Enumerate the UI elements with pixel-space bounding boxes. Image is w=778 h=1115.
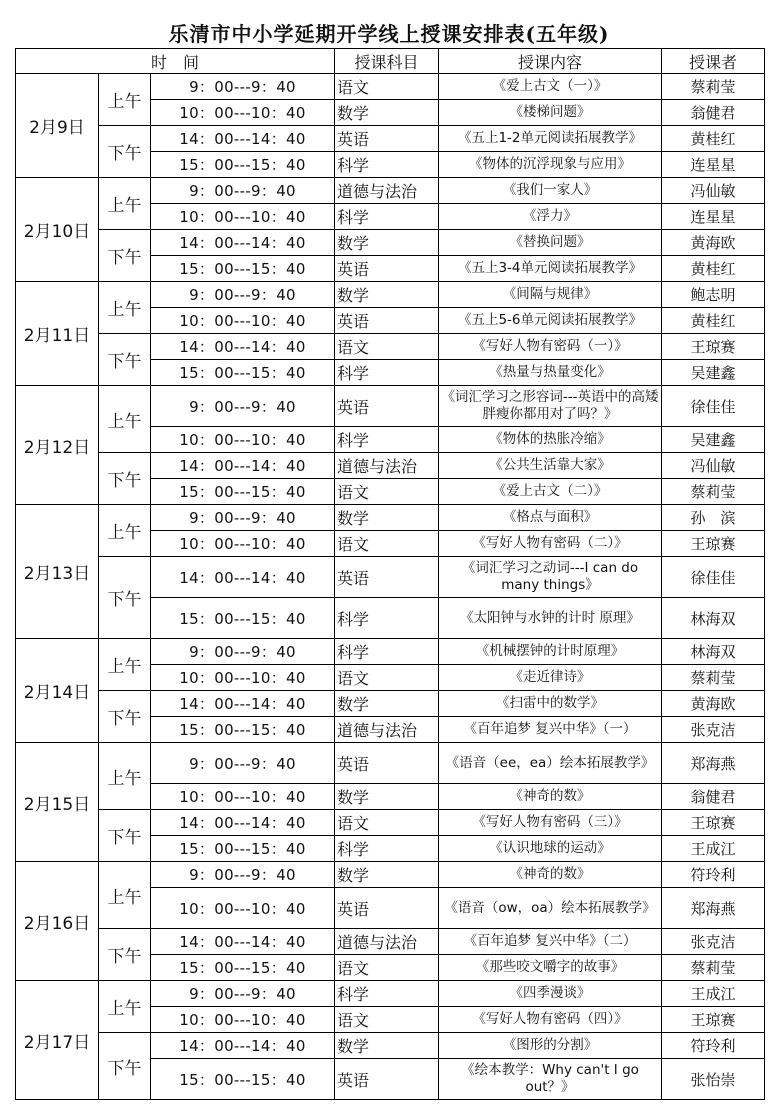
- time-cell: 15：00---15：40: [151, 717, 335, 743]
- table-row: [16, 334, 765, 360]
- table-row: [16, 639, 765, 665]
- content-cell: 《绘本教学：Why can't I go out？》: [439, 1059, 662, 1100]
- schedule-body: [16, 74, 765, 1100]
- time-cell: 15：00---15：40: [151, 360, 335, 386]
- subject-cell: 科学: [335, 360, 439, 386]
- period-cell: 下午: [99, 557, 151, 639]
- subject-cell: 语文: [335, 479, 439, 505]
- teacher-cell: 郑海燕: [662, 888, 765, 929]
- content-cell: 《图形的分割》: [439, 1033, 662, 1059]
- content-cell: 《五上3-4单元阅读拓展教学》: [439, 256, 662, 282]
- content-cell: 《楼梯问题》: [439, 100, 662, 126]
- content-cell: 《扫雷中的数学》: [439, 691, 662, 717]
- content-cell: 《百年追梦 复兴中华》（二）: [439, 929, 662, 955]
- subject-cell: 科学: [335, 639, 439, 665]
- time-cell: 10：00---10：40: [151, 784, 335, 810]
- time-cell: 10：00---10：40: [151, 427, 335, 453]
- teacher-cell: 冯仙敏: [662, 453, 765, 479]
- teacher-cell: 王成江: [662, 836, 765, 862]
- time-cell: 10：00---10：40: [151, 531, 335, 557]
- time-cell: 14：00---14：40: [151, 126, 335, 152]
- content-cell: 《写好人物有密码（二）》: [439, 531, 662, 557]
- teacher-cell: 符玲利: [662, 1033, 765, 1059]
- subject-cell: 英语: [335, 386, 439, 427]
- subject-cell: 语文: [335, 1007, 439, 1033]
- header-time: 时 间: [16, 49, 335, 74]
- period-cell: 下午: [99, 453, 151, 505]
- teacher-cell: 林海双: [662, 639, 765, 665]
- subject-cell: 科学: [335, 204, 439, 230]
- date-cell: 2月16日: [16, 862, 99, 981]
- teacher-cell: 张克洁: [662, 929, 765, 955]
- teacher-cell: 吴建鑫: [662, 360, 765, 386]
- subject-cell: 道德与法治: [335, 178, 439, 204]
- content-cell: 《认识地球的运动》: [439, 836, 662, 862]
- content-cell: 《写好人物有密码（四）》: [439, 1007, 662, 1033]
- time-cell: 15：00---15：40: [151, 598, 335, 639]
- subject-cell: 语文: [335, 334, 439, 360]
- content-cell: 《那些咬文嚼字的故事》: [439, 955, 662, 981]
- content-cell: 《物体的热胀冷缩》: [439, 427, 662, 453]
- content-cell: 《格点与面积》: [439, 505, 662, 531]
- teacher-cell: 林海双: [662, 598, 765, 639]
- time-cell: 9：00---9：40: [151, 178, 335, 204]
- subject-cell: 道德与法治: [335, 717, 439, 743]
- teacher-cell: 王琼赛: [662, 810, 765, 836]
- teacher-cell: 连星星: [662, 152, 765, 178]
- content-cell: 《语音（ow，oa）绘本拓展教学》: [439, 888, 662, 929]
- time-cell: 9：00---9：40: [151, 386, 335, 427]
- teacher-cell: 郑海燕: [662, 743, 765, 784]
- time-cell: 15：00---15：40: [151, 955, 335, 981]
- teacher-cell: 蔡莉莹: [662, 665, 765, 691]
- content-cell: 《热量与热量变化》: [439, 360, 662, 386]
- period-cell: 下午: [99, 810, 151, 862]
- time-cell: 14：00---14：40: [151, 334, 335, 360]
- period-cell: 下午: [99, 334, 151, 386]
- date-cell: 2月15日: [16, 743, 99, 862]
- teacher-cell: 冯仙敏: [662, 178, 765, 204]
- time-cell: 9：00---9：40: [151, 282, 335, 308]
- period-cell: 上午: [99, 862, 151, 929]
- table-row: [16, 178, 765, 204]
- time-cell: 10：00---10：40: [151, 100, 335, 126]
- period-cell: 上午: [99, 282, 151, 334]
- teacher-cell: 蔡莉莹: [662, 955, 765, 981]
- subject-cell: 科学: [335, 836, 439, 862]
- time-cell: 10：00---10：40: [151, 308, 335, 334]
- subject-cell: 科学: [335, 981, 439, 1007]
- content-cell: 《词汇学习之动词---I can do many things》: [439, 557, 662, 598]
- subject-cell: 数学: [335, 100, 439, 126]
- period-cell: 上午: [99, 74, 151, 126]
- subject-cell: 数学: [335, 691, 439, 717]
- time-cell: 10：00---10：40: [151, 665, 335, 691]
- time-cell: 14：00---14：40: [151, 1033, 335, 1059]
- table-row: [16, 386, 765, 427]
- table-row: [16, 557, 765, 598]
- content-cell: 《神奇的数》: [439, 784, 662, 810]
- date-cell: 2月17日: [16, 981, 99, 1100]
- header-subject: 授课科目: [335, 49, 439, 74]
- teacher-cell: 鲍志明: [662, 282, 765, 308]
- period-cell: 上午: [99, 981, 151, 1033]
- subject-cell: 数学: [335, 862, 439, 888]
- subject-cell: 数学: [335, 230, 439, 256]
- time-cell: 15：00---15：40: [151, 256, 335, 282]
- table-row: [16, 126, 765, 152]
- time-cell: 9：00---9：40: [151, 639, 335, 665]
- subject-cell: 科学: [335, 427, 439, 453]
- content-cell: 《太阳钟与水钟的计时 原理》: [439, 598, 662, 639]
- header-content: 授课内容: [439, 49, 662, 74]
- subject-cell: 语文: [335, 955, 439, 981]
- date-cell: 2月9日: [16, 74, 99, 178]
- teacher-cell: 张怡崇: [662, 1059, 765, 1100]
- subject-cell: 英语: [335, 126, 439, 152]
- teacher-cell: 黄桂红: [662, 126, 765, 152]
- subject-cell: 语文: [335, 810, 439, 836]
- teacher-cell: 黄桂红: [662, 308, 765, 334]
- subject-cell: 科学: [335, 598, 439, 639]
- teacher-cell: 蔡莉莹: [662, 479, 765, 505]
- period-cell: 上午: [99, 743, 151, 810]
- time-cell: 15：00---15：40: [151, 479, 335, 505]
- content-cell: 《神奇的数》: [439, 862, 662, 888]
- teacher-cell: 翁健君: [662, 100, 765, 126]
- time-cell: 10：00---10：40: [151, 204, 335, 230]
- subject-cell: 数学: [335, 505, 439, 531]
- time-cell: 14：00---14：40: [151, 230, 335, 256]
- subject-cell: 英语: [335, 743, 439, 784]
- date-cell: 2月12日: [16, 386, 99, 505]
- table-row: [16, 691, 765, 717]
- table-row: [16, 74, 765, 100]
- table-row: [16, 743, 765, 784]
- teacher-cell: 吴建鑫: [662, 427, 765, 453]
- time-cell: 10：00---10：40: [151, 888, 335, 929]
- content-cell: 《写好人物有密码（三）》: [439, 810, 662, 836]
- teacher-cell: 蔡莉莹: [662, 74, 765, 100]
- content-cell: 《爱上古文（一）》: [439, 74, 662, 100]
- content-cell: 《五上5-6单元阅读拓展教学》: [439, 308, 662, 334]
- subject-cell: 英语: [335, 256, 439, 282]
- subject-cell: 数学: [335, 282, 439, 308]
- time-cell: 14：00---14：40: [151, 557, 335, 598]
- subject-cell: 英语: [335, 1059, 439, 1100]
- header-row: [16, 49, 765, 74]
- subject-cell: 英语: [335, 888, 439, 929]
- subject-cell: 语文: [335, 74, 439, 100]
- content-cell: 《替换问题》: [439, 230, 662, 256]
- content-cell: 《间隔与规律》: [439, 282, 662, 308]
- content-cell: 《百年追梦 复兴中华》（一）: [439, 717, 662, 743]
- subject-cell: 数学: [335, 784, 439, 810]
- time-cell: 9：00---9：40: [151, 505, 335, 531]
- table-row: [16, 282, 765, 308]
- content-cell: 《五上1-2单元阅读拓展教学》: [439, 126, 662, 152]
- subject-cell: 道德与法治: [335, 453, 439, 479]
- table-row: [16, 981, 765, 1007]
- content-cell: 《爱上古文（二）》: [439, 479, 662, 505]
- teacher-cell: 孙 滨: [662, 505, 765, 531]
- subject-cell: 语文: [335, 531, 439, 557]
- time-cell: 15：00---15：40: [151, 836, 335, 862]
- date-cell: 2月13日: [16, 505, 99, 639]
- teacher-cell: 符玲利: [662, 862, 765, 888]
- subject-cell: 英语: [335, 557, 439, 598]
- subject-cell: 英语: [335, 308, 439, 334]
- content-cell: 《走近律诗》: [439, 665, 662, 691]
- schedule-table: [15, 48, 765, 1100]
- table-row: [16, 230, 765, 256]
- teacher-cell: 徐佳佳: [662, 386, 765, 427]
- date-cell: 2月14日: [16, 639, 99, 743]
- content-cell: 《词汇学习之形容词---英语中的高矮胖瘦你都用对了吗？》: [439, 386, 662, 427]
- period-cell: 上午: [99, 505, 151, 557]
- period-cell: 下午: [99, 126, 151, 178]
- page-title: 乐清市中小学延期开学线上授课安排表(五年级): [168, 22, 610, 46]
- teacher-cell: 连星星: [662, 204, 765, 230]
- table-row: [16, 862, 765, 888]
- teacher-cell: 徐佳佳: [662, 557, 765, 598]
- time-cell: 14：00---14：40: [151, 691, 335, 717]
- period-cell: 上午: [99, 178, 151, 230]
- date-cell: 2月11日: [16, 282, 99, 386]
- teacher-cell: 张克洁: [662, 717, 765, 743]
- subject-cell: 语文: [335, 665, 439, 691]
- period-cell: 下午: [99, 691, 151, 743]
- period-cell: 下午: [99, 230, 151, 282]
- content-cell: 《物体的沉浮现象与应用》: [439, 152, 662, 178]
- content-cell: 《写好人物有密码（一）》: [439, 334, 662, 360]
- content-cell: 《公共生活靠大家》: [439, 453, 662, 479]
- content-cell: 《语音（ee，ea）绘本拓展教学》: [439, 743, 662, 784]
- header-teacher: 授课者: [662, 49, 765, 74]
- table-row: [16, 453, 765, 479]
- content-cell: 《机械摆钟的计时原理》: [439, 639, 662, 665]
- time-cell: 10：00---10：40: [151, 1007, 335, 1033]
- time-cell: 14：00---14：40: [151, 810, 335, 836]
- content-cell: 《我们一家人》: [439, 178, 662, 204]
- teacher-cell: 王琼赛: [662, 531, 765, 557]
- content-cell: 《四季漫谈》: [439, 981, 662, 1007]
- table-row: [16, 1033, 765, 1059]
- period-cell: 上午: [99, 386, 151, 453]
- time-cell: 9：00---9：40: [151, 743, 335, 784]
- time-cell: 15：00---15：40: [151, 152, 335, 178]
- teacher-cell: 王琼赛: [662, 334, 765, 360]
- subject-cell: 数学: [335, 1033, 439, 1059]
- period-cell: 上午: [99, 639, 151, 691]
- teacher-cell: 王成江: [662, 981, 765, 1007]
- subject-cell: 科学: [335, 152, 439, 178]
- time-cell: 14：00---14：40: [151, 453, 335, 479]
- date-cell: 2月10日: [16, 178, 99, 282]
- teacher-cell: 王琼赛: [662, 1007, 765, 1033]
- content-cell: 《浮力》: [439, 204, 662, 230]
- period-cell: 下午: [99, 929, 151, 981]
- table-row: [16, 929, 765, 955]
- time-cell: 9：00---9：40: [151, 862, 335, 888]
- teacher-cell: 黄桂红: [662, 256, 765, 282]
- time-cell: 9：00---9：40: [151, 981, 335, 1007]
- time-cell: 15：00---15：40: [151, 1059, 335, 1100]
- time-cell: 14：00---14：40: [151, 929, 335, 955]
- teacher-cell: 黄海欧: [662, 691, 765, 717]
- teacher-cell: 黄海欧: [662, 230, 765, 256]
- period-cell: 下午: [99, 1033, 151, 1100]
- table-row: [16, 810, 765, 836]
- subject-cell: 道德与法治: [335, 929, 439, 955]
- time-cell: 9：00---9：40: [151, 74, 335, 100]
- table-row: [16, 505, 765, 531]
- teacher-cell: 翁健君: [662, 784, 765, 810]
